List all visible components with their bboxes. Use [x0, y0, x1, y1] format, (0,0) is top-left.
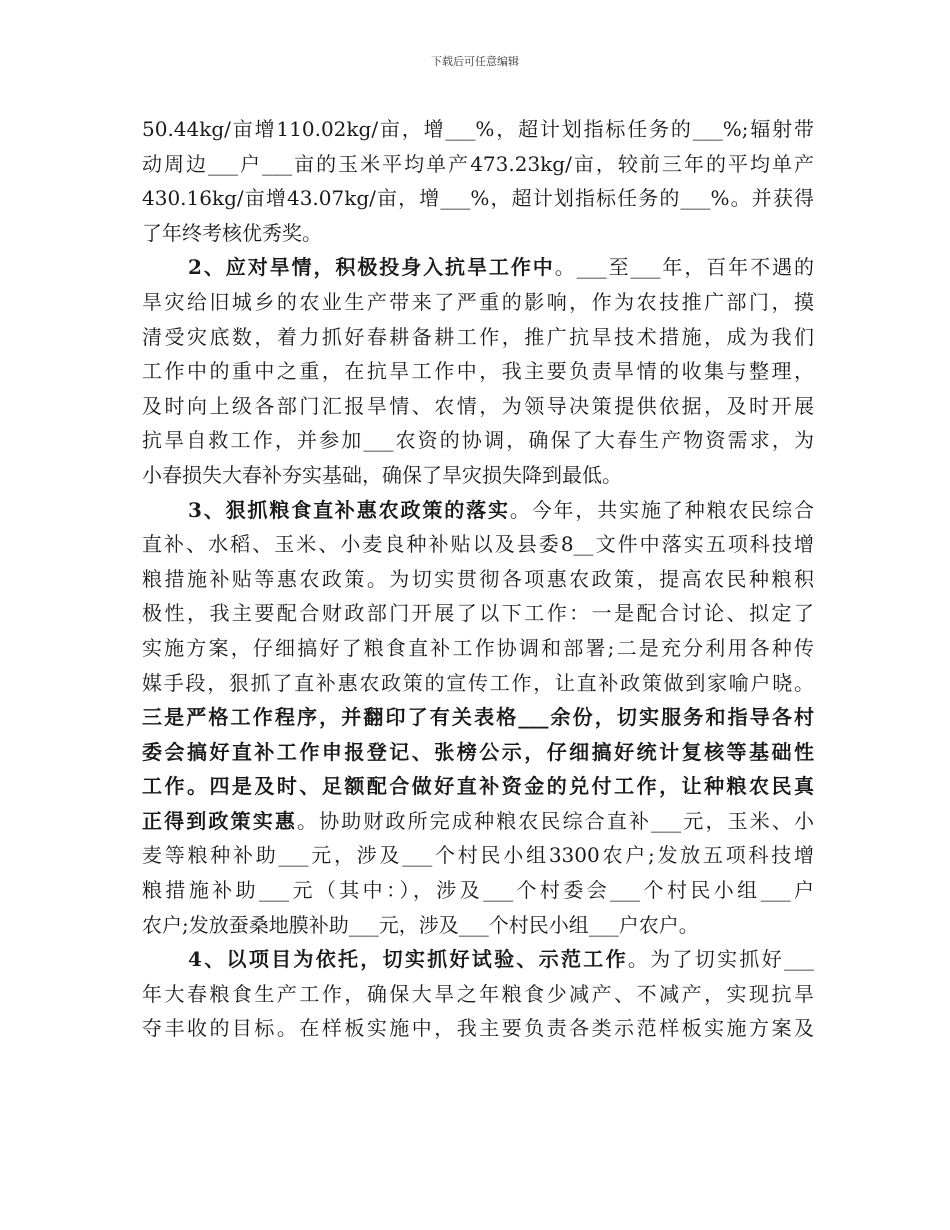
- bold-text: 三是严格工作程序，并翻印了有关表格___余份，切实服务和指导各村: [142, 705, 814, 730]
- text-line: [142, 838, 814, 873]
- paragraph-first-line: [142, 250, 814, 285]
- text-line: [142, 216, 814, 251]
- text-line: [142, 596, 814, 631]
- body-text: 直补、水稻、玉米、小麦良种补贴以及县委8__文件中落实五项科技增: [142, 532, 814, 557]
- bold-text: 4、以项目为依托，切实抓好试验、示范工作: [188, 947, 628, 972]
- text-line: [142, 631, 814, 666]
- body-text: 实施方案，仔细搞好了粮食直补工作协调和部署;二是充分利用各种传: [142, 635, 814, 660]
- bold-text: 2、应对旱情，积极投身入抗旱工作中: [188, 255, 555, 280]
- body-text: 夺丰收的目标。在样板实施中，我主要负责各类示范样板实施方案及: [142, 1016, 814, 1041]
- body-text: 极性，我主要配合财政部门开展了以下工作：一是配合讨论、拟定了: [142, 601, 814, 626]
- text-line: [142, 527, 814, 562]
- body-text: 粮措施补助___元（其中：），涉及___个村委会___个村民小组___户: [142, 878, 814, 903]
- paragraph-first-line: [142, 493, 814, 528]
- text-line: [142, 285, 814, 320]
- text-line: [142, 147, 814, 182]
- text-line: [142, 1011, 814, 1046]
- bold-text: 正得到政策实惠: [142, 808, 297, 833]
- text-line: [142, 804, 814, 839]
- text-line: [142, 389, 814, 424]
- text-line: [142, 769, 814, 804]
- text-line: [142, 354, 814, 389]
- text-line: [142, 908, 814, 943]
- body-text: 旱灾给旧城乡的农业生产带来了严重的影响，作为农技推广部门，摸: [142, 289, 814, 314]
- body-text: 动周边___户___亩的玉米平均单产473.23kg/亩，较前三年的平均单产: [142, 151, 814, 176]
- bold-text: 工作。四是及时、足额配合做好直补资金的兑付工作，让种粮农民真: [142, 774, 814, 799]
- body-text: 小春损失大春补夯实基础，确保了旱灾损失降到最低。: [142, 462, 622, 487]
- body-text: 及时向上级各部门汇报旱情、农情，为领导决策提供依据，及时开展: [142, 393, 814, 418]
- body-text: 工作中的重中之重，在抗旱工作中，我主要负责旱情的收集与整理，: [142, 359, 814, 384]
- body-text: 媒手段，狠抓了直补惠农政策的宣传工作，让直补政策做到家喻户晓。: [142, 670, 814, 695]
- bold-text: 委会搞好直补工作申报登记、张榜公示，仔细搞好统计复核等基础性: [142, 739, 814, 764]
- body-text: 年大春粮食生产工作，确保大旱之年粮食少减产、不减产，实现抗旱: [142, 981, 814, 1006]
- text-line: [142, 181, 814, 216]
- body-text: 清受灾底数，着力抓好春耕备耕工作，推广抗旱技术措施，成为我们: [142, 324, 814, 349]
- body-text: 50.44kg/亩增110.02kg/亩，增___%，超计划指标任务的___%;辐射带: [142, 117, 814, 141]
- body-text: 430.16kg/亩增43.07kg/亩，增___%，超计划指标任务的___%。并获得: [142, 186, 814, 211]
- body-text: 抗旱自救工作，并参加___农资的协调，确保了大春生产物资需求，为: [142, 428, 814, 453]
- text-line: [142, 320, 814, 355]
- text-line: [142, 700, 814, 735]
- body-text: 。为了切实抓好___: [627, 947, 814, 972]
- text-line: [142, 562, 814, 597]
- body-text: 。协助财政所完成种粮农民综合直补___元，玉米、小: [296, 808, 814, 833]
- body-text: 了年终考核优秀奖。: [142, 220, 322, 245]
- body-text: 。___至___年，百年不遇的: [554, 255, 814, 280]
- text-line: [142, 458, 814, 493]
- text-line: [142, 423, 814, 458]
- page-header: 下载后可任意编辑: [431, 55, 519, 68]
- paragraph-first-line: [142, 942, 814, 977]
- text-line: [142, 112, 814, 147]
- document-body: [142, 112, 814, 1046]
- body-text: 粮措施补贴等惠农政策。为切实贯彻各项惠农政策，提高农民种粮积: [142, 566, 814, 591]
- text-line: [142, 873, 814, 908]
- body-text: 农户;发放蚕桑地膜补助___元，涉及___个村民小组___户农户。: [142, 912, 699, 937]
- text-line: [142, 977, 814, 1012]
- text-line: [142, 666, 814, 701]
- text-line: [142, 735, 814, 770]
- body-text: 麦等粮种补助___元，涉及___个村民小组3300农户;发放五项科技增: [142, 843, 814, 868]
- bold-text: 3、狠抓粮食直补惠农政策的落实: [188, 497, 510, 522]
- body-text: 。今年，共实施了种粮农民综合: [509, 497, 814, 522]
